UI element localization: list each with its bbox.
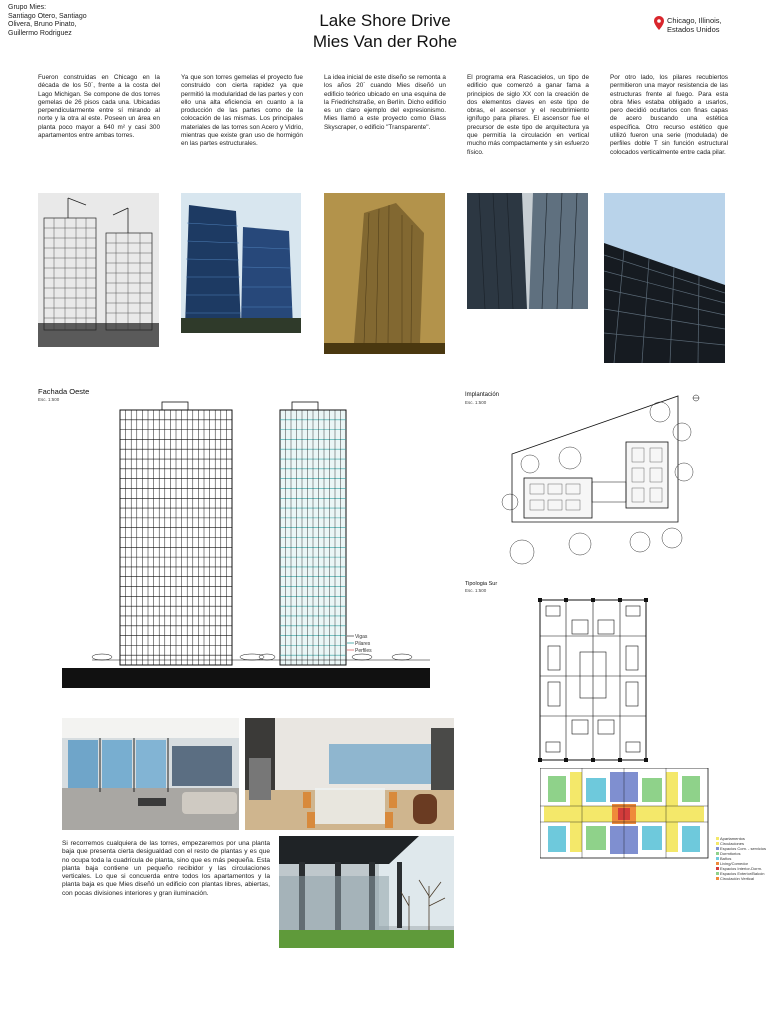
group-line: Guillermo Rodriguez xyxy=(8,29,72,37)
page-title xyxy=(250,10,520,52)
photo-facade-upward xyxy=(604,193,725,363)
plan-legend-item: Espacios Interior-Dorm. xyxy=(716,866,766,871)
text-column-1: Fueron construidas en Chicago en la década de los 50´, frente a la costa del Lago Michigan. Se compone de dos torres gemelas de 26 pisos cada una. Ubicadas perpendicularmente entre sí mirando al norte y la otra al este. Poseen un área en planta poco mayor a 640 m² y casi 300 apartamentos entre ambas torres. xyxy=(38,74,160,140)
bottom-paragraph: Si recorremos cualquiera de las torres, empezaremos por una planta baja que presenta cierta desigualdad con el resto de plantas y es que no ocupa toda la cuadrícula de planta, sino que es más pequeña. Esta planta baja contiene un pequeño recibidor y las circulaciones verticales. Lo que si concuerda entre todos los apartamentos y la planta baja es que Mies diseñó un edificio con plantas libres, abiertas, con pocas divisiones interiores y gran iluminación. xyxy=(62,840,270,897)
text-column-4: El programa era Rascacielos, un tipo de edificio que comenzó a ganar fama a principios de siglo XX con la creación de dos elementos claves en este tipo de obras, el ascensor y el recubrimiento ignífugo para pilares. El ascensor fue el precursor de este tipo de arquitectura ya que permitía la circulación en vertical mucho más compactamente y sin esfuerzo físico. xyxy=(467,74,589,156)
location-line: Chicago, Illinois, xyxy=(667,16,722,25)
tipologia-scale: Esc. 1:500 xyxy=(465,588,487,593)
group-line: Santiago Otero, Santiago xyxy=(8,12,87,20)
legend-vigas: Vigas xyxy=(355,634,368,640)
plan-legend-item: Espacios Com. - servicios xyxy=(716,846,766,851)
plan-legend-item: Espacios Exterior/Balcón xyxy=(716,871,766,876)
colored-plan xyxy=(540,768,716,860)
plan-legend-item: Living/Comedor xyxy=(716,861,766,866)
legend-pilares: Pilares xyxy=(355,641,371,647)
fachada-scale: Esc. 1:500 xyxy=(38,397,60,402)
location-pin-icon xyxy=(654,16,664,30)
implantacion-drawing xyxy=(500,392,710,572)
plan-legend-item: Apartamentos xyxy=(716,836,766,841)
photo-construction xyxy=(38,193,159,347)
plan-legend xyxy=(716,836,766,881)
plan-legend-item: Circulación Vertical xyxy=(716,876,766,881)
photo-interior-dining xyxy=(245,718,454,830)
plan-legend-item: Baños xyxy=(716,856,766,861)
legend-perfiles: Perfiles xyxy=(355,648,372,654)
title-line-2: Mies Van der Rohe xyxy=(312,32,458,51)
photo-exterior-base xyxy=(279,836,454,948)
photo-interior-living xyxy=(62,718,239,830)
photo-glass-skyscraper-sketch xyxy=(324,193,445,354)
fachada-title: Fachada Oeste xyxy=(38,387,90,396)
fachada-drawing xyxy=(62,398,430,690)
plan-legend-item: Circulaciones xyxy=(716,841,766,846)
text-column-3: La idea inicial de este diseño se remonta a los años 20´ cuando Mies diseñó un edificio teórico ubicado en una esquina de la Friedrichstraße, en Berlín. Dicho edificio es un claro ejemplo del expresionismo. Mies llamó a este proyecto como Glass Skyscraper, o edificio "Transparente". xyxy=(324,74,446,131)
location-line: Estados Unidos xyxy=(667,25,720,34)
implantacion-title: Implantación xyxy=(465,392,500,398)
title-line-1: Lake Shore Drive xyxy=(319,11,451,30)
tipologia-title: Tipologia Sur xyxy=(465,581,498,587)
plan-legend-item: Dormitorios xyxy=(716,851,766,856)
group-line: Olivera, Bruno Pinato, xyxy=(8,21,77,28)
group-credits xyxy=(8,4,118,38)
tipologia-plan xyxy=(536,596,712,766)
implantacion-scale: Esc. 1:500 xyxy=(465,400,487,405)
photo-towers-blue xyxy=(181,193,301,333)
text-column-5: Por otro lado, los pilares recubiertos permitieron una mayor resistencia de las estructuras frente al fuego. Para esta obra Mies estaba obligado a usarlos, pero decidió ocultarlos con finas capas de acero buscando una estética específica. Otro recurso estético que utilizó fueron una serie (modulada) de perfiles doble T sin función estructural colocados verticalmente entre cada pilar. xyxy=(610,74,728,156)
group-line: Grupo Mies: xyxy=(8,4,47,11)
photo-facade-corner xyxy=(467,193,588,309)
text-column-2: Ya que son torres gemelas el proyecto fue construido con cierta rapidez ya que permitió la modularidad de las partes y con ello una alta eficiencia en cuanto a la producción de las partes como de la colocación de las mismas. Los principales materiales de las torres son Acero y Vidrio, mientras que existe gran uso de hormigón en las partes estructurales. xyxy=(181,74,303,148)
